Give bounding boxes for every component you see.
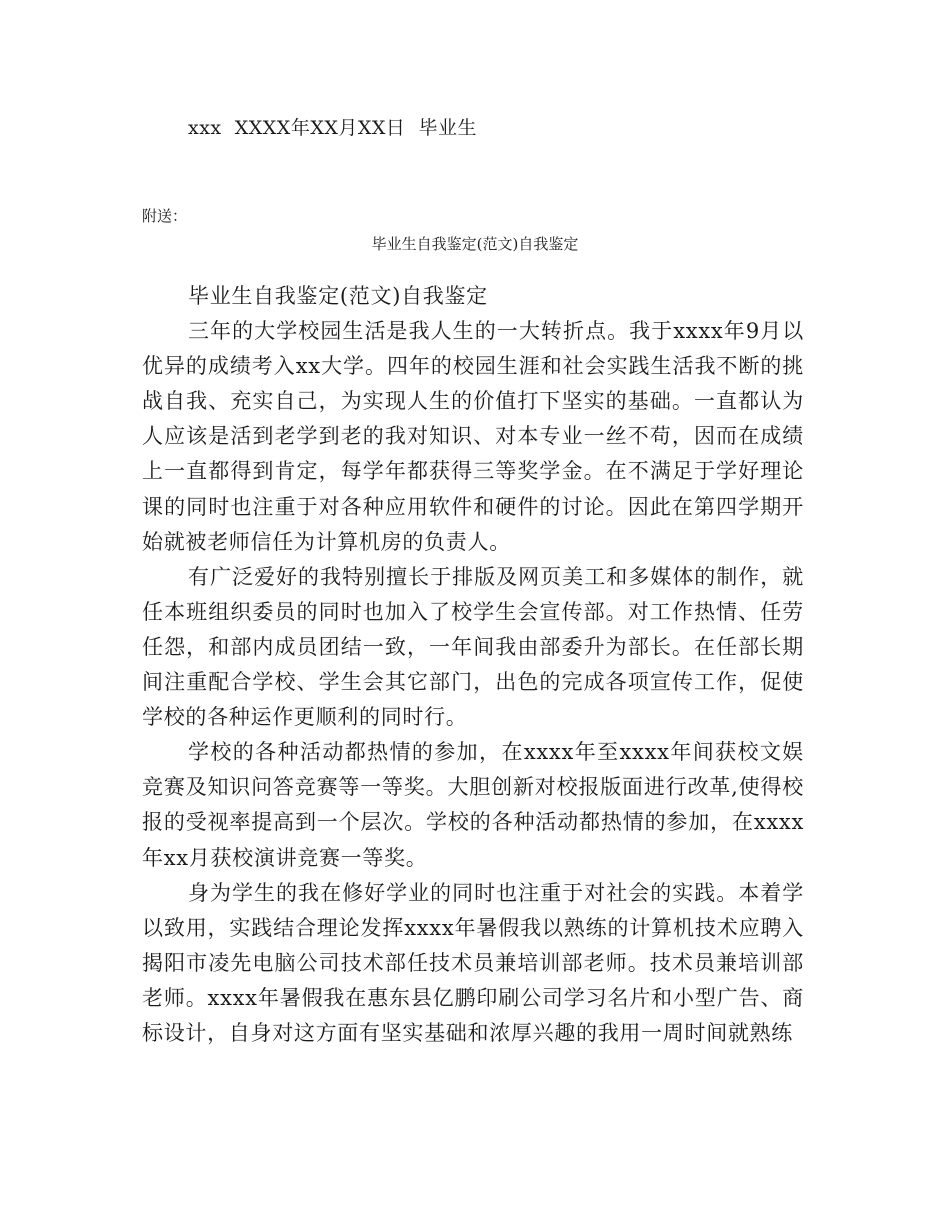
paragraph: 有广泛爱好的我特别擅长于排版及网页美工和多媒体的制作，就任本班组织委员的同时也加入了校学生会宣传部。对工作热情、任劳任怨，和部内成员团结一致，一年间我由部委升为部长。在任部长期间注重配合学校、学生会其它部门，出色的完成各项宣传工作，促使学校的各种运作更顺利的同时行。 — [142, 564, 804, 730]
paragraph: 身为学生的我在修好学业的同时也注重于对社会的实践。本着学以致用，实践结合理论发挥xxxx年暑假我以熟练的计算机技术应聘入揭阳市凌先电脑公司技术部任技术员兼培训部老师。技术员兼培训部老师。xxxx年暑假我在惠东县亿鹏印刷公司学习名片和小型广告、商标设计，自身对这方面有坚实基础和浓厚兴趣的我用一周时间就熟练 — [142, 880, 804, 1045]
paragraph-heading: 毕业生自我鉴定(范文)自我鉴定 — [188, 284, 488, 308]
paragraph: 学校的各种活动都热情的参加，在xxxx年至xxxx年间获校文娱竞赛及知识问答竞赛等一等奖。大胆创新对校报版面进行改革,使得校报的受视率提高到一个层次。学校的各种活动都热情的参加，在xxxx年xx月获校演讲竞赛一等奖。 — [142, 740, 804, 870]
signature-date-line: xxx XXXX年XX月XX日 毕业生 — [188, 117, 478, 139]
document-title: 毕业生自我鉴定(范文)自我鉴定 — [371, 235, 579, 253]
paragraph: 三年的大学校园生活是我人生的一大转折点。我于xxxx年9月以优异的成绩考入xx大学。四年的校园生涯和社会实践生活我不断的挑战自我、充实自己，为实现人生的价值打下坚实的基础。一直都认为人应该是活到老学到老的我对知识、对本专业一丝不苟，因而在成绩上一直都得到肯定，每学年都获得三等奖学金。在不满足于学好理论课的同时也注重于对各种应用软件和硬件的讨论。因此在第四学期开始就被老师信任为计算机房的负责人。 — [142, 319, 804, 554]
attachment-label: 附送： — [142, 207, 188, 225]
document-body — [142, 279, 804, 1051]
